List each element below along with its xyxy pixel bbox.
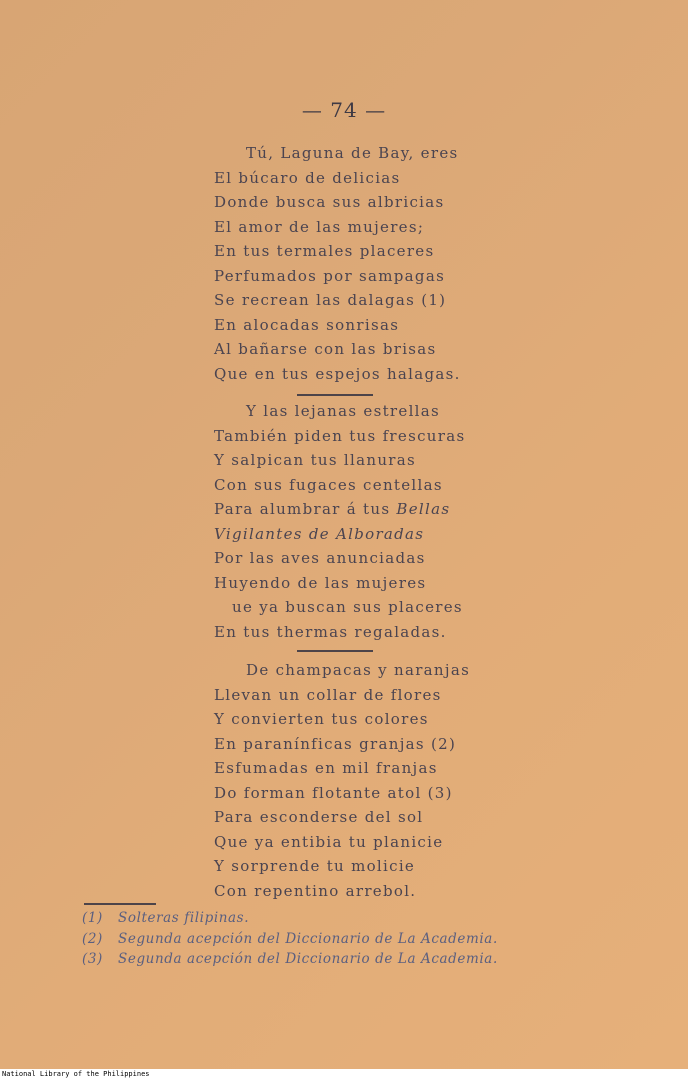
verse-line: También piden tus frescuras	[214, 426, 466, 445]
footnote-3	[82, 949, 498, 970]
footnote-text: Segunda acepción del Diccionario de La Academia.	[118, 951, 498, 967]
verse-line: Llevan un collar de flores	[214, 685, 442, 704]
verse-line: Donde busca sus albricias	[214, 193, 445, 211]
stanza-3	[214, 658, 470, 903]
footnote-marker: (3)	[82, 951, 103, 967]
verse-line: Y salpican tus llanuras	[214, 451, 417, 469]
stanza-divider	[297, 394, 373, 396]
verse-line: Por las aves anunciadas	[214, 549, 426, 567]
verse-line: Y sorprende tu molicie	[214, 857, 416, 875]
verse-line: Y convierten tus colores	[214, 710, 429, 728]
verse-line: Al bañarse con las brisas	[214, 340, 437, 358]
verse-line: ue ya buscan sus placeres	[232, 598, 463, 616]
stanza-1	[214, 141, 461, 386]
footnote-2	[82, 929, 498, 950]
verse-line: Con sus fugaces centellas	[214, 475, 443, 494]
verse-line: Con repentino arrebol.	[214, 881, 417, 900]
verse-line: Tú, Laguna de Bay, eres	[246, 144, 459, 162]
verse-line: En tus termales placeres	[214, 242, 435, 260]
verse-italic-text: Bellas	[396, 500, 451, 518]
footnote-divider	[84, 903, 156, 905]
footnote-text: Segunda acepción del Diccionario de La Academia.	[118, 930, 498, 947]
verse-line: Huyendo de las mujeres	[214, 573, 427, 592]
verse-line: Para esconderse del sol	[214, 808, 424, 826]
verse-text: Para alumbrar á tus	[214, 500, 397, 518]
verse-line: Vigilantes de Alboradas	[214, 524, 425, 543]
verse-line: Perfumados por sampagas	[214, 266, 446, 285]
page-number: — 74 —	[301, 98, 387, 122]
verse-line: El búcaro de delicias	[214, 168, 401, 187]
footnotes	[82, 908, 498, 970]
verse-line: Y las lejanas estrellas	[246, 402, 440, 420]
library-credit: National Library of the Philippines	[0, 1069, 688, 1079]
verse-line: El amor de las mujeres;	[214, 217, 425, 236]
verse-line: Do forman flotante atol (3)	[214, 783, 453, 802]
stanza-divider	[297, 650, 373, 652]
verse-line: Que ya entibia tu planicie	[214, 832, 444, 851]
verse-line: De champacas y naranjas	[246, 661, 471, 679]
stanza-2	[214, 399, 465, 644]
verse-line	[214, 497, 465, 522]
footnote-marker: (2)	[82, 930, 103, 947]
verse-line: Se recrean las dalagas (1)	[214, 291, 447, 309]
verse-line: En tus thermas regaladas.	[214, 622, 447, 641]
footnote-marker: (1)	[82, 910, 103, 926]
footnote-text: Solteras filipinas.	[118, 910, 250, 926]
verse-line: En paranínficas granjas (2)	[214, 734, 457, 753]
verse-line: En alocadas sonrisas	[214, 315, 400, 334]
footnote-1	[82, 908, 498, 929]
verse-line: Esfumadas en mil franjas	[214, 759, 438, 777]
verse-line: Que en tus espejos halagas.	[214, 364, 461, 383]
